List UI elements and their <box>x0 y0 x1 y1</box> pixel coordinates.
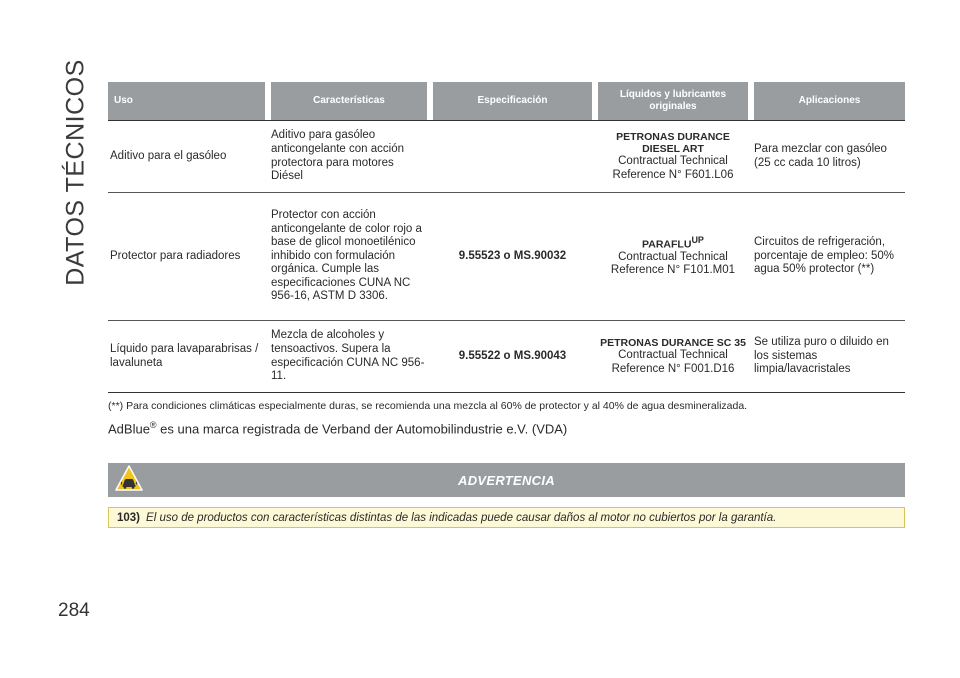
header-aplicaciones: Aplicaciones <box>754 82 905 120</box>
car-warning-icon <box>114 464 144 494</box>
trademark-text: es una marca registrada de Verband der Automobilindustrie e.V. (VDA) <box>156 421 568 437</box>
cell-uso: Protector para radiadores <box>108 192 271 320</box>
header-liquidos: Líquidos y lubricantes originales <box>598 82 754 120</box>
cell-aplicaciones: Para mezclar con gasóleo (25 cc cada 10 litros) <box>754 120 905 192</box>
table-row <box>108 120 905 192</box>
table-row <box>108 320 905 393</box>
cell-uso: Aditivo para el gasóleo <box>108 120 271 192</box>
header-caracteristicas: Características <box>271 82 433 120</box>
section-title <box>56 58 96 286</box>
warning-header <box>108 463 905 497</box>
cell-uso: Líquido para lavaparabrisas / lavaluneta <box>108 320 271 393</box>
liquido-ref-code: Reference N° F601.L06 <box>612 168 734 181</box>
table-row <box>108 192 905 320</box>
warning-number: 103) <box>117 511 141 524</box>
page-number: 284 <box>58 600 90 621</box>
liquido-name <box>598 235 748 251</box>
liquido-ref: Contractual Technical <box>618 349 728 362</box>
cell-liquido <box>598 192 754 320</box>
cell-liquido <box>598 120 754 192</box>
cell-especificacion: 9.55522 o MS.90043 <box>433 320 598 393</box>
cell-aplicaciones: Circuitos de refrigeración, porcentaje de empleo: 50% agua 50% protector (**) <box>754 192 905 320</box>
trademark-note <box>108 420 567 436</box>
cell-caracteristicas: Mezcla de alcoholes y tensoactivos. Supera la especificación CUNA NC 956-11. <box>271 320 433 393</box>
cell-caracteristicas: Protector con acción anticongelante de color rojo a base de glicol monoetilénico inhibido con formulación orgánica. Cumple las especificaciones CUNA NC 956-16, ASTM D 3306. <box>271 192 433 320</box>
liquido-name: PETRONAS DURANCE SC 35 <box>600 336 746 349</box>
footnote: (**) Para condiciones climáticas especialmente duras, se recomienda una mezcla al 60% de protector y al 40% de agua desmineralizada. <box>108 400 748 412</box>
cell-caracteristicas: Aditivo para gasóleo anticongelante con acción protectora para motores Diésel <box>271 120 433 192</box>
cell-liquido <box>598 320 754 393</box>
trademark-brand: AdBlue <box>108 421 150 437</box>
cell-especificacion <box>433 120 598 192</box>
liquido-name: PETRONAS DURANCE DIESEL ART <box>616 130 730 155</box>
liquido-ref: Contractual Technical <box>618 155 728 168</box>
header-uso: Uso <box>108 82 271 120</box>
warning-box <box>108 507 905 528</box>
liquido-name-text: PARAFLU <box>642 238 692 251</box>
warning-title: ADVERTENCIA <box>458 472 555 488</box>
liquido-ref-code: Reference N° F101.M01 <box>610 264 736 277</box>
cell-especificacion: 9.55523 o MS.90032 <box>433 192 598 320</box>
fluids-table <box>108 82 905 393</box>
liquido-ref: Contractual Technical <box>618 250 728 263</box>
liquido-name-sup: UP <box>691 235 704 245</box>
warning-text: El uso de productos con características distintas de las indicadas puede causar daños al motor no cubiertos por la garantía. <box>146 511 777 524</box>
header-especificacion: Especificación <box>433 82 598 120</box>
liquido-ref-code: Reference N° F001.D16 <box>611 362 735 375</box>
section-title-text: DATOS TÉCNICOS <box>61 58 90 286</box>
cell-aplicaciones: Se utiliza puro o diluido en los sistemas limpia/lavacristales <box>754 320 905 393</box>
table-header-row <box>108 82 905 120</box>
trademark-symbol: ® <box>149 420 157 430</box>
